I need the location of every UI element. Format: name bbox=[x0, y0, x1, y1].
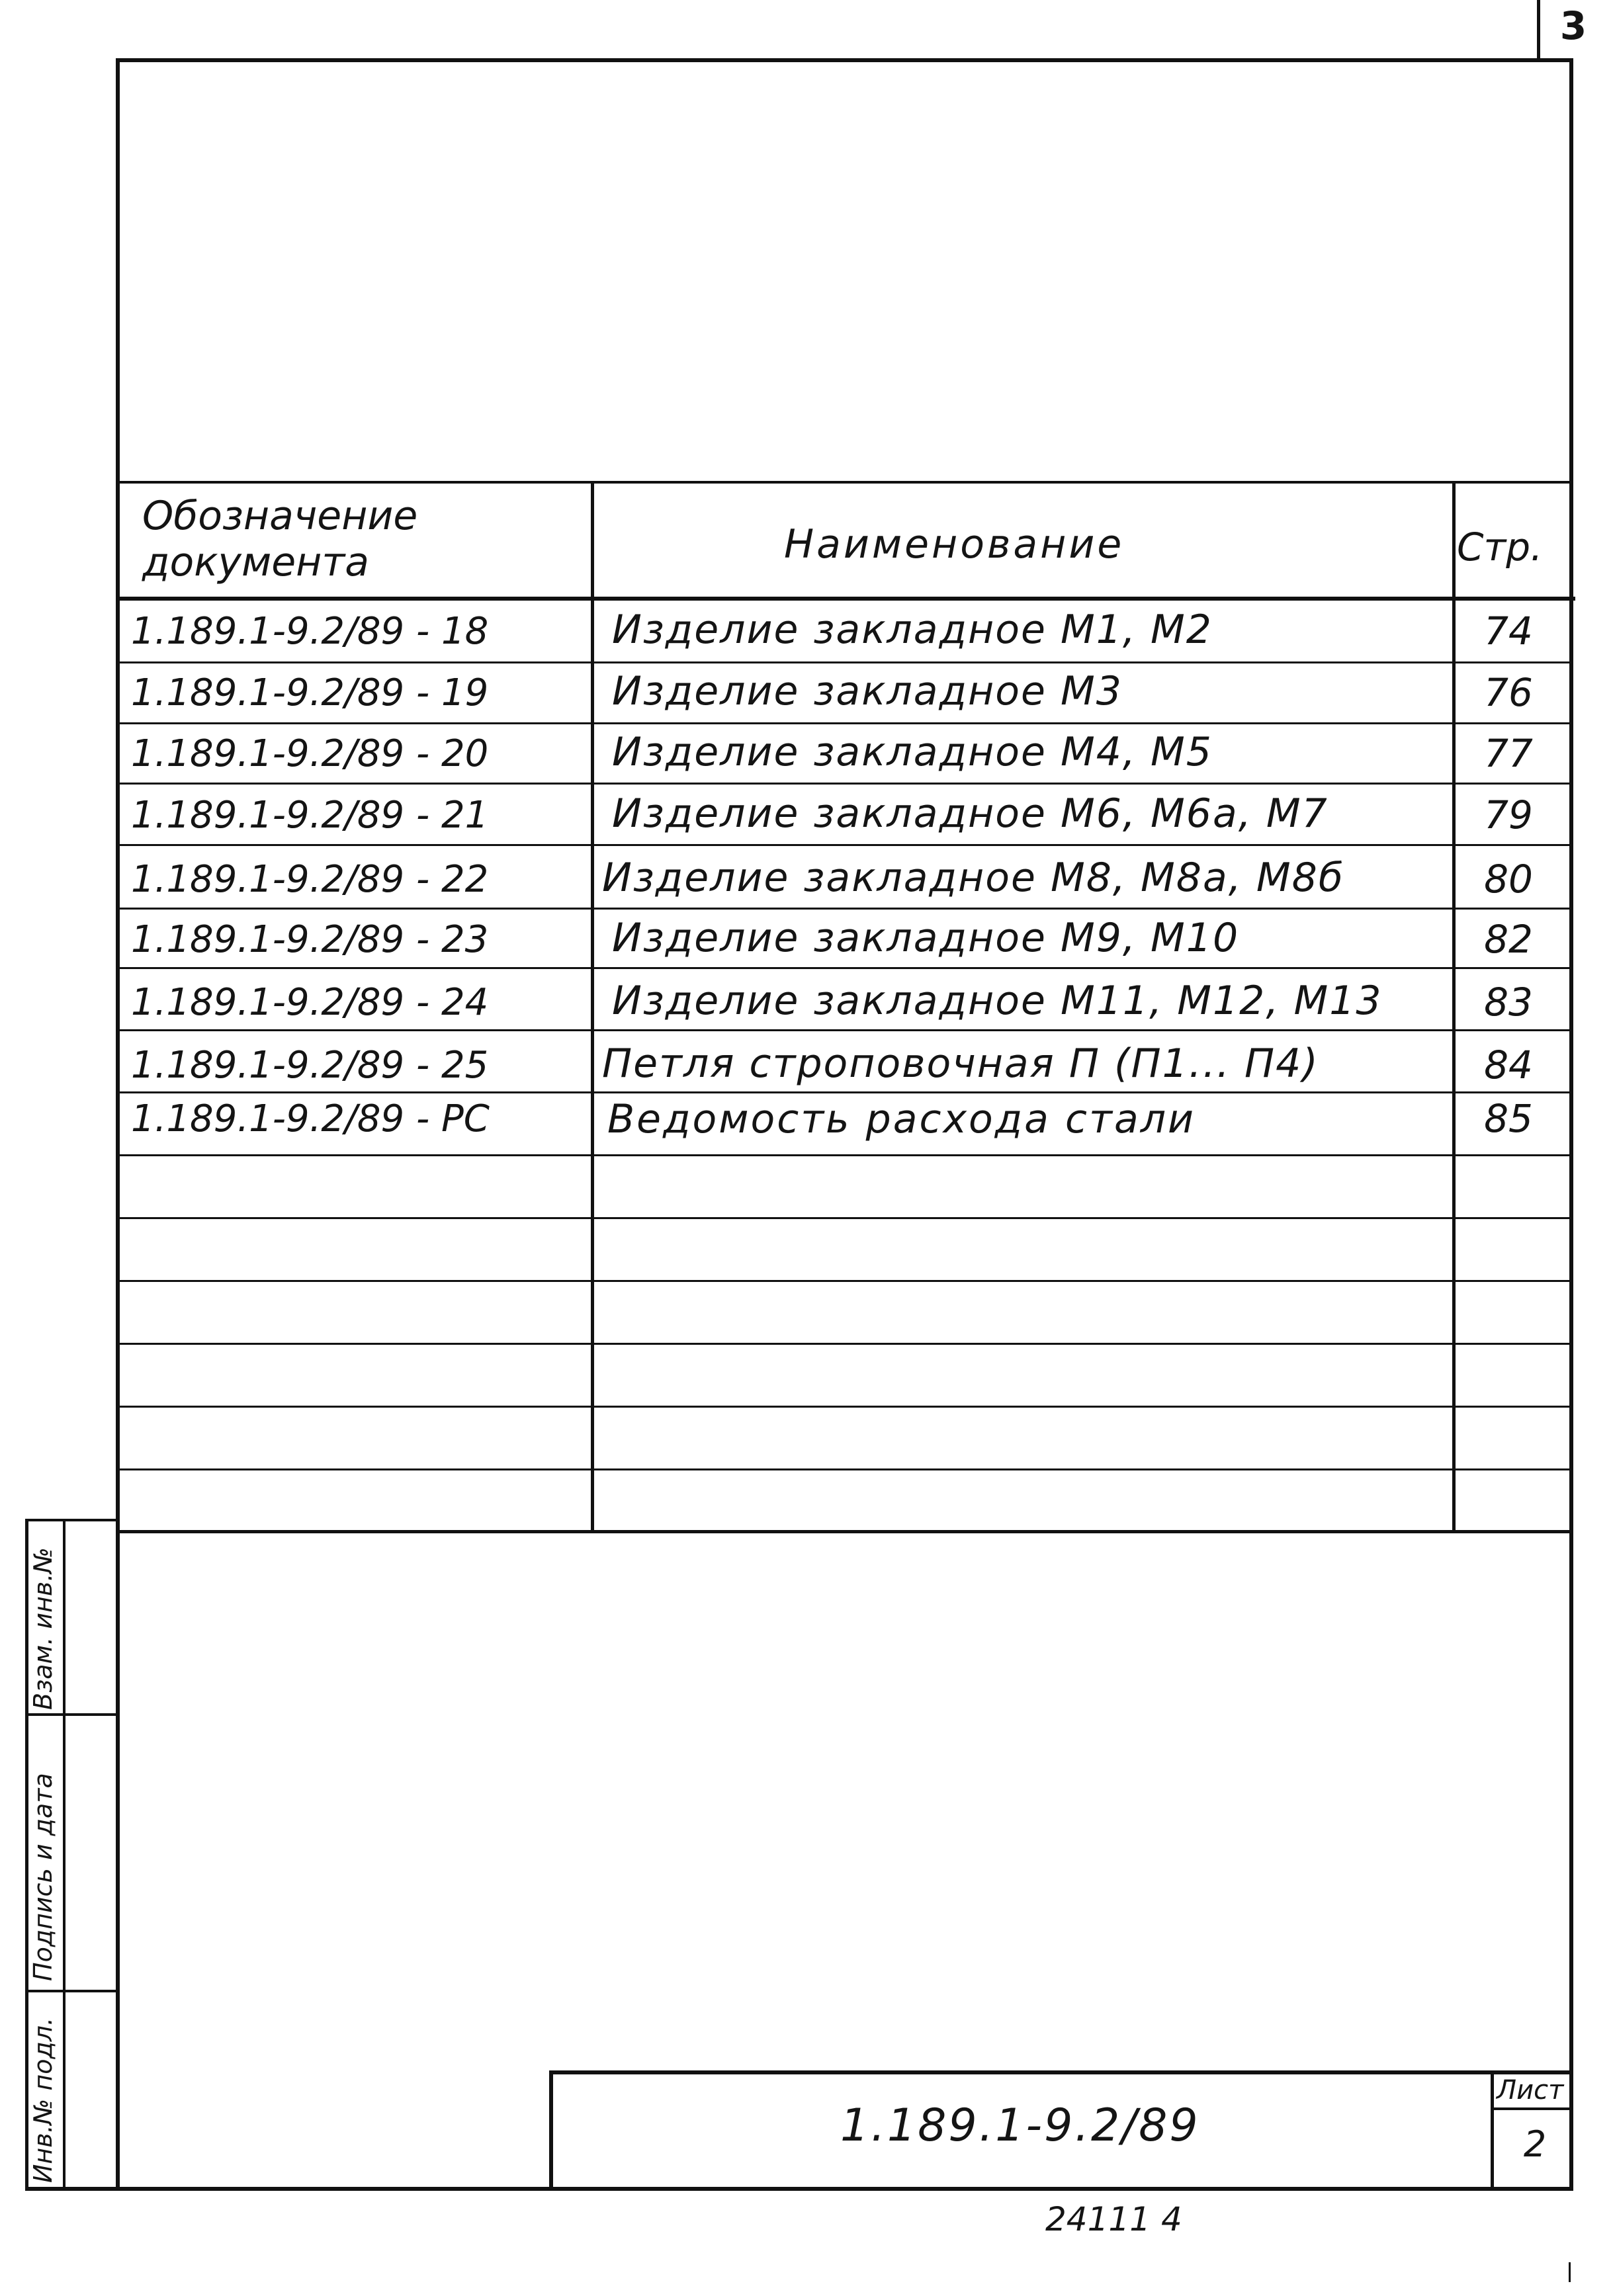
table-top-line bbox=[120, 481, 1569, 484]
column-divider-1 bbox=[591, 481, 594, 1533]
row-designation: 1.189.1-9.2/89 - РС bbox=[131, 1097, 490, 1140]
table-bottom-line bbox=[120, 1530, 1569, 1533]
row-designation: 1.189.1-9.2/89 - 20 bbox=[131, 732, 489, 775]
side-label-vzam-inv: Взам. инв.№ bbox=[28, 1547, 58, 1710]
row-underline bbox=[120, 967, 1569, 969]
side-stamp-top bbox=[25, 1519, 120, 1521]
row-name: Изделие закладное М3 bbox=[612, 668, 1123, 714]
frame-right bbox=[1569, 58, 1573, 2191]
row-designation: 1.189.1-9.2/89 - 18 bbox=[131, 610, 489, 653]
corner-box-left bbox=[1537, 0, 1540, 58]
row-line bbox=[120, 1217, 1569, 1219]
title-block-top bbox=[549, 2070, 1573, 2074]
title-block-sheet-number: 2 bbox=[1523, 2123, 1547, 2165]
frame-bottom bbox=[25, 2187, 1573, 2191]
row-page: 85 bbox=[1484, 1096, 1533, 1141]
row-name: Ведомость расхода стали bbox=[607, 1096, 1196, 1142]
row-line bbox=[120, 1406, 1569, 1408]
row-page: 74 bbox=[1484, 609, 1533, 654]
margin-tick bbox=[1569, 2262, 1571, 2282]
row-underline bbox=[120, 783, 1569, 785]
row-page: 77 bbox=[1484, 731, 1533, 776]
row-line bbox=[120, 1343, 1569, 1345]
corner-page-number: 3 bbox=[1559, 3, 1587, 48]
header-designation-line1: Обозначение bbox=[142, 493, 418, 539]
title-block-document-code: 1.189.1-9.2/89 bbox=[840, 2100, 1200, 2152]
row-designation: 1.189.1-9.2/89 - 25 bbox=[131, 1044, 489, 1087]
row-line bbox=[120, 1154, 1569, 1156]
title-block-left bbox=[549, 2070, 553, 2191]
row-underline bbox=[120, 908, 1569, 910]
row-name: Изделие закладное М11, М12, М13 bbox=[612, 978, 1383, 1024]
row-line bbox=[120, 1468, 1569, 1470]
row-underline bbox=[120, 722, 1569, 724]
header-designation-line2: документа bbox=[142, 539, 370, 585]
header-page: Стр. bbox=[1457, 525, 1543, 570]
side-label-inv-podl: Инв.№ подл. bbox=[28, 2017, 58, 2183]
row-page: 79 bbox=[1484, 792, 1533, 837]
row-name: Изделие закладное М6, М6а, М7 bbox=[612, 790, 1329, 837]
row-page: 80 bbox=[1484, 857, 1533, 902]
bottom-number: 24111 4 bbox=[1045, 2200, 1182, 2238]
title-block-sheet-divider bbox=[1491, 2070, 1494, 2191]
row-name: Изделие закладное М4, М5 bbox=[612, 729, 1213, 775]
column-divider-2 bbox=[1452, 481, 1456, 1533]
row-page: 83 bbox=[1484, 980, 1533, 1025]
side-stamp-divider bbox=[63, 1519, 65, 2191]
title-block-sheet-line bbox=[1491, 2107, 1573, 2110]
row-designation: 1.189.1-9.2/89 - 19 bbox=[131, 671, 489, 714]
frame-left bbox=[116, 58, 120, 2191]
row-name: Петля строповочная П (П1... П4) bbox=[602, 1041, 1319, 1087]
row-designation: 1.189.1-9.2/89 - 21 bbox=[131, 794, 489, 837]
row-page: 84 bbox=[1484, 1042, 1533, 1087]
row-page: 82 bbox=[1484, 917, 1533, 962]
row-underline bbox=[120, 661, 1569, 663]
row-line bbox=[120, 1280, 1569, 1282]
side-label-podpis-data: Подпись и дата bbox=[28, 1773, 58, 1981]
title-block-sheet-label: Лист bbox=[1497, 2075, 1564, 2105]
frame-top bbox=[118, 58, 1573, 62]
row-page: 76 bbox=[1484, 670, 1533, 715]
header-name: Наименование bbox=[784, 521, 1125, 568]
row-name: Изделие закладное М1, М2 bbox=[612, 607, 1213, 653]
side-stamp-sep-2 bbox=[25, 1990, 120, 1992]
row-designation: 1.189.1-9.2/89 - 23 bbox=[131, 918, 489, 961]
row-name: Изделие закладное М9, М10 bbox=[612, 915, 1240, 961]
side-stamp-sep-1 bbox=[25, 1713, 120, 1716]
row-underline bbox=[120, 844, 1569, 846]
table-header-line bbox=[120, 597, 1575, 601]
row-designation: 1.189.1-9.2/89 - 22 bbox=[131, 858, 489, 901]
row-name: Изделие закладное М8, М8а, М8б bbox=[602, 855, 1344, 901]
row-designation: 1.189.1-9.2/89 - 24 bbox=[131, 981, 489, 1024]
row-underline bbox=[120, 1091, 1569, 1093]
row-underline bbox=[120, 1029, 1569, 1031]
